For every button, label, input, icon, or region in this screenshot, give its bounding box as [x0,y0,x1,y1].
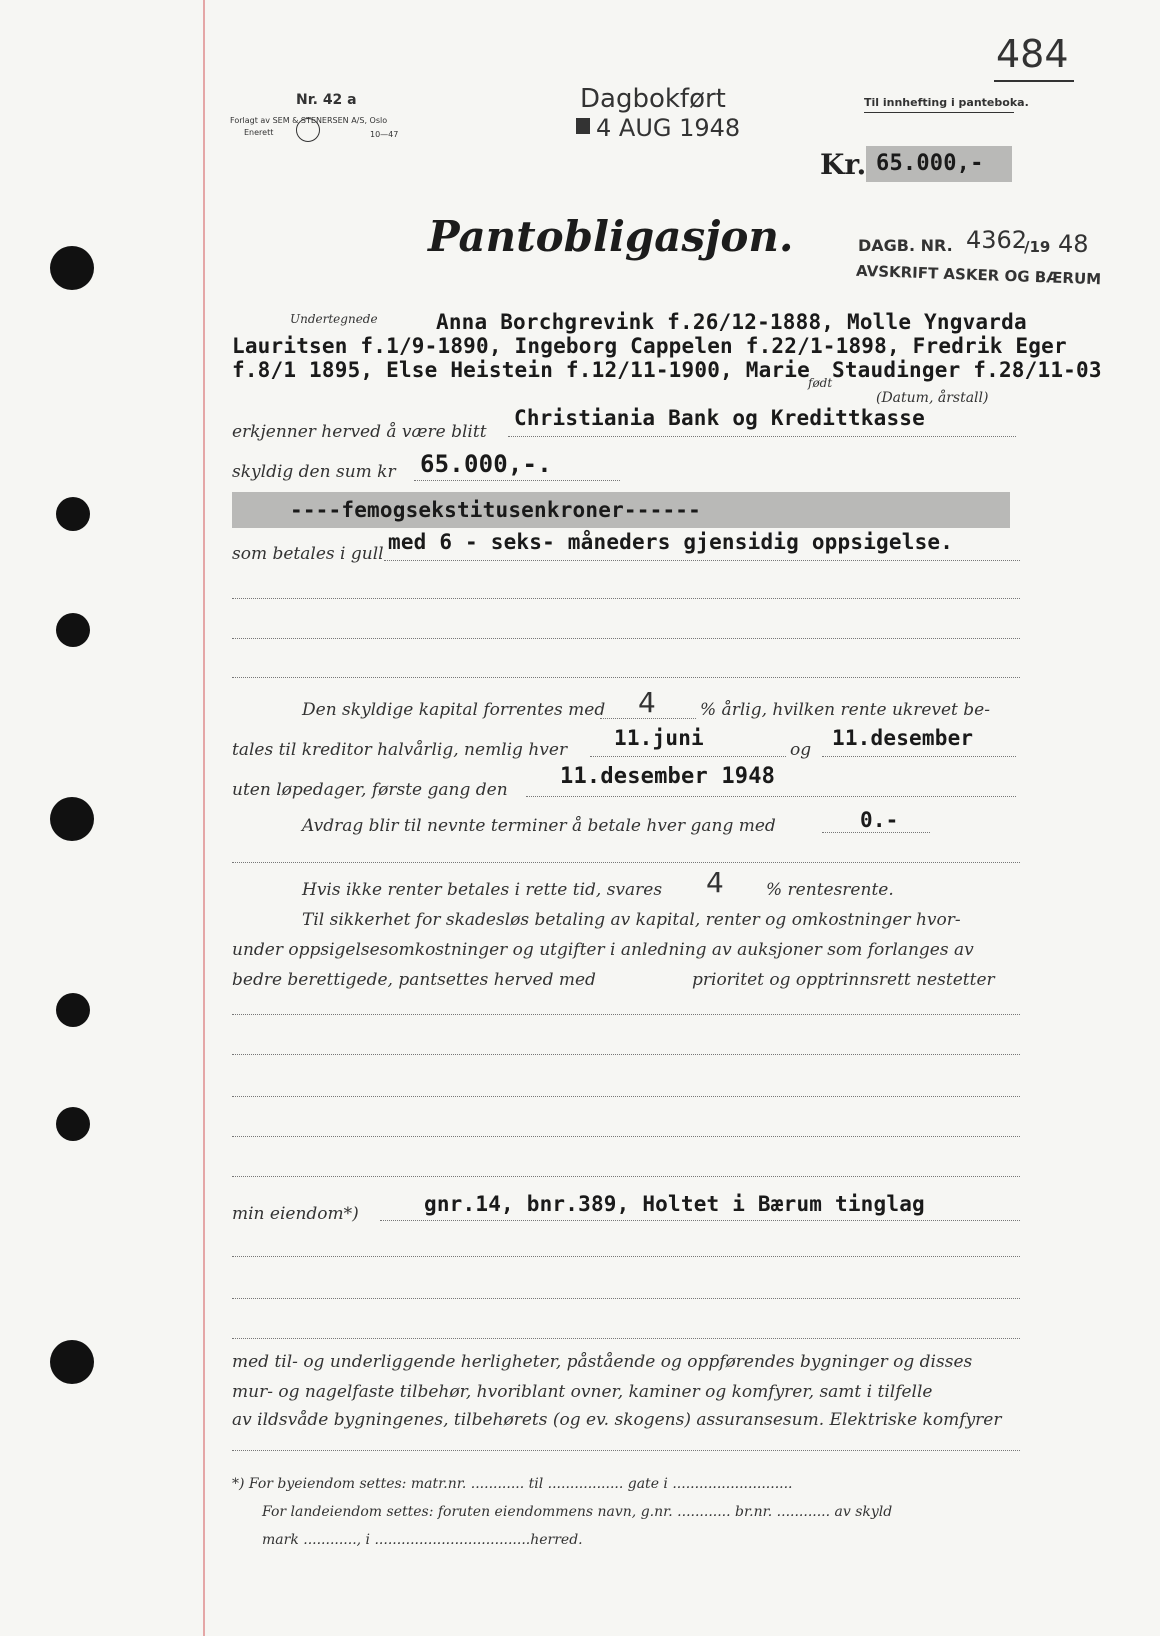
born-label: født [808,376,833,390]
interest-date-2: 11.desember [832,726,974,750]
punch-hole [56,1107,90,1141]
dagb-year-prefix: /19 [1024,238,1051,256]
first-payment-label: uten løpedager, første gang den [232,780,508,800]
payment-label: som betales i gull [232,544,384,564]
sum-value: 65.000,-. [420,450,552,478]
creditor-name: Christiania Bank og Kredittkasse [514,406,925,430]
undersigned-line-1: Anna Borchgrevink f.26/12-1888, Molle Yngvarda [436,310,1027,334]
interest-dates-label: tales til kreditor halvårlig, nemlig hver [232,740,568,760]
punch-hole [56,497,90,531]
footnote-line-2: For landeiendom settes: foruten eiendommens navn, g.nr. ............ br.nr. ............ av skyld [262,1504,893,1520]
dagb-number: 4362 [966,226,1028,254]
appurtenances-line-1: med til- og underliggende herligheter, påstående og oppførendes bygninger og disses [232,1352,973,1372]
installment-value: 0.- [860,808,899,832]
penalty-label: Hvis ikke renter betales i rette tid, svares [302,880,663,900]
publisher-line: Forlagt av SEM & STENERSEN A/S, Oslo [230,116,388,125]
kr-label: Kr. [820,148,867,181]
till-note: Til innhefting i panteboka. [864,96,1029,109]
interest-og: og [790,740,812,760]
publisher-logo-icon [296,118,320,142]
appurtenances-line-2: mur- og nagelfaste tilbehør, hvoriblant ovner, kaminer og komfyrer, samt i tilfelle [232,1382,933,1402]
punch-hole [50,246,94,290]
undersigned-label: Undertegnede [290,312,378,326]
security-line-3b: prioritet og opptrinnsrett nestetter [692,970,995,990]
page-number-underline [994,80,1074,82]
penalty-rate: 4 [706,866,724,899]
security-line-2: under oppsigelsesomkostninger og utgifter i anledning av auksjoner som forlanges av [232,940,974,960]
footnote-line-3: mark ............, i ...................................herred. [262,1532,583,1548]
punch-hole [50,1340,94,1384]
appurtenances-line-3: av ildsvåde bygningenes, tilbehørets (og ev. skogens) assuransesum. Elektriske komfyrer [232,1410,1002,1430]
page-number: 484 [996,32,1069,76]
property-value: gnr.14, bnr.389, Holtet i Bærum tinglag [424,1192,925,1216]
undersigned-line-3b: Staudinger f.28/11-03 [832,358,1102,382]
publisher-date: 10—47 [370,130,399,139]
form-number: Nr. 42 a [296,92,357,108]
punch-hole [56,613,90,647]
interest-text-2: % årlig, hvilken rente ukrevet be- [700,700,990,720]
avskrift-stamp: AVSKRIFT ASKER OG BÆRUM [855,261,1102,289]
dagb-label: DAGB. NR. [858,236,953,255]
footnote-line-1: *) For byeiendom settes: matr.nr. ............ til ................. gate i ........................... [232,1476,793,1492]
security-line-3a: bedre berettigede, pantsettes herved med [232,970,596,990]
creditor-label: erkjenner herved å være blitt [232,422,487,442]
interest-text-1: Den skyldige kapital forrentes med [302,700,606,720]
interest-rate: 4 [638,686,656,719]
property-label: min eiendom*) [232,1204,359,1224]
date-hint: (Datum, årstall) [876,390,989,406]
interest-date-1: 11.juni [614,726,704,750]
punch-hole [50,797,94,841]
punch-hole [56,993,90,1027]
undersigned-line-2: Lauritsen f.1/9-1890, Ingeborg Cappelen f.22/1-1898, Fredrik Eger [232,334,1067,358]
registered-date: 4 AUG 1948 [596,114,741,142]
document-title: Pantobligasjon. [428,212,794,261]
first-payment-date: 11.desember 1948 [560,764,776,789]
penalty-suffix: % rentesrente. [766,880,894,900]
registered-stamp: Dagbokført [580,84,726,114]
sum-words: ----femogsekstitusenkroner------ [290,498,701,522]
kr-amount: 65.000,- [876,151,984,176]
payment-terms: med 6 - seks- måneders gjensidig oppsigelse. [388,530,954,554]
dagb-year: 48 [1058,230,1089,258]
red-margin-line [203,0,205,1636]
stamp-block-icon [576,118,590,134]
undersigned-line-3a: f.8/1 1895, Else Heistein f.12/11-1900, Marie [232,358,810,382]
sum-label: skyldig den sum kr [232,462,396,482]
security-line-1: Til sikkerhet for skadesløs betaling av kapital, renter og omkostninger hvor- [302,910,961,930]
installment-label: Avdrag blir til nevnte terminer å betale hver gang med [302,816,776,836]
publisher-enerett: Enerett [244,128,274,137]
